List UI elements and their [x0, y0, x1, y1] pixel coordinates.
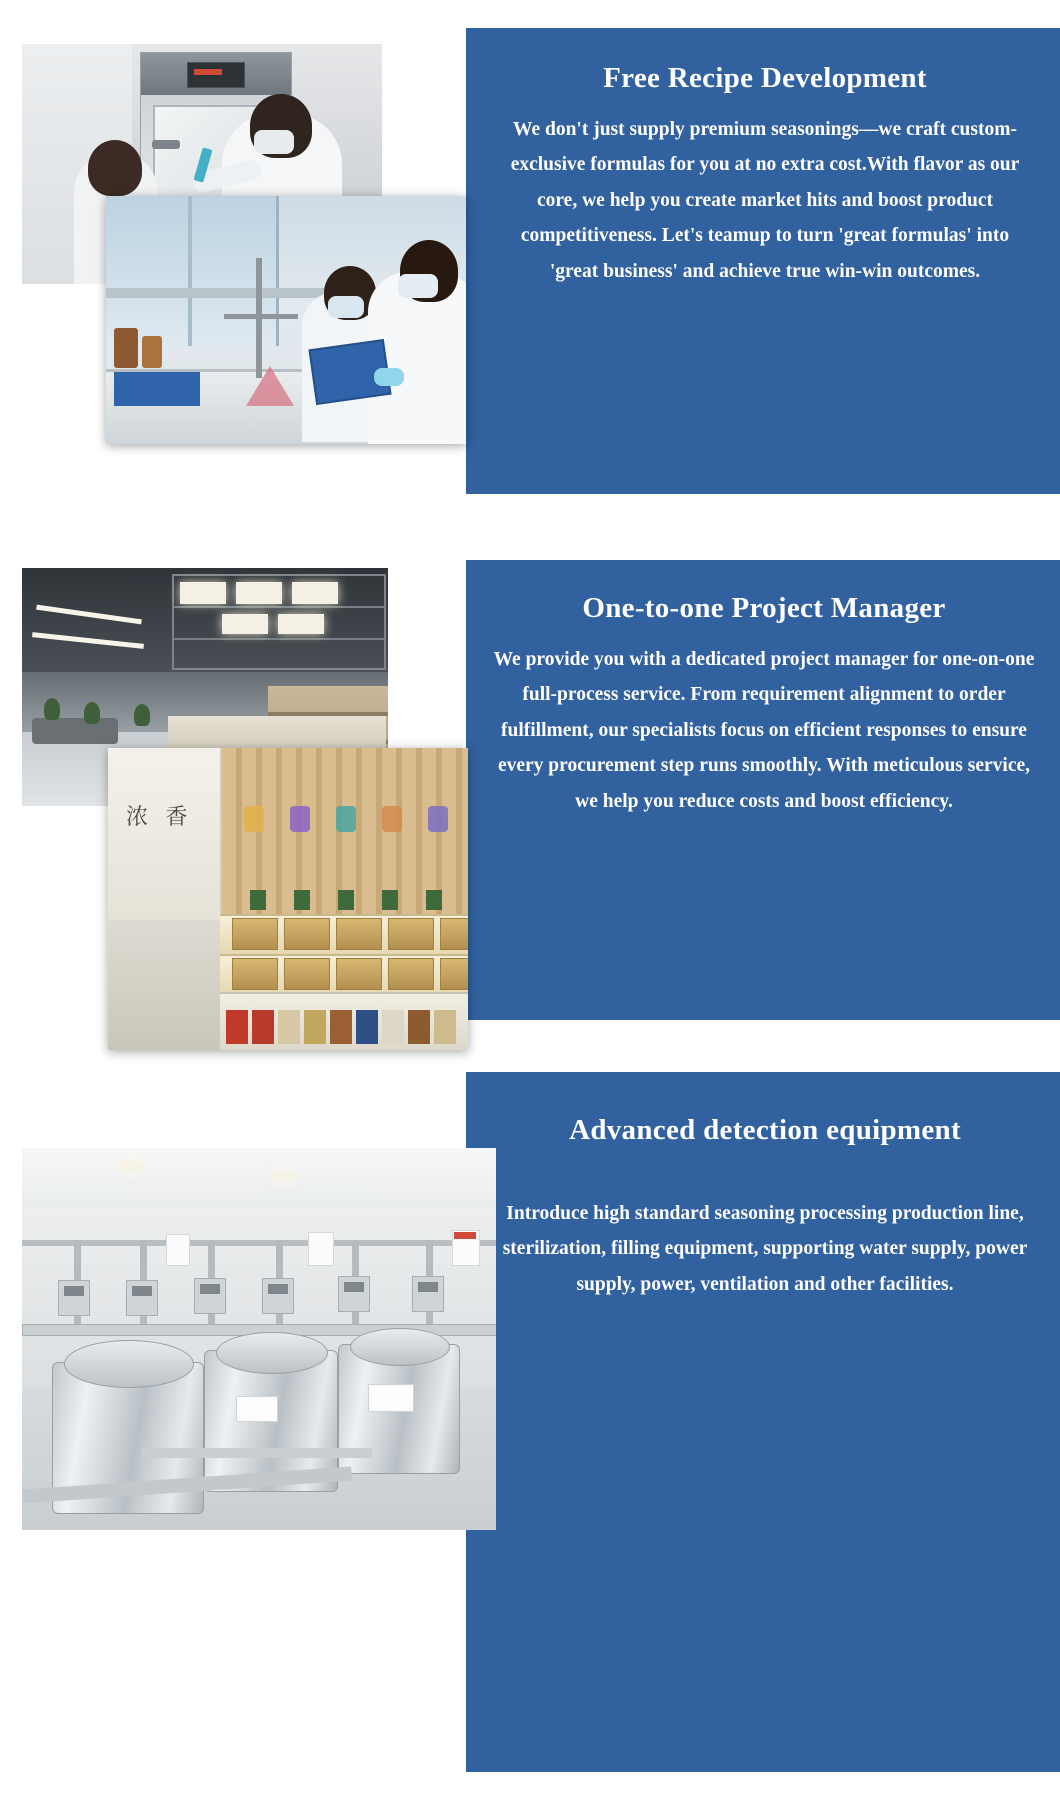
ceiling-light [180, 582, 226, 604]
window [106, 196, 279, 346]
section-3-body: Introduce high standard seasoning processing production line, sterilization, filling equipment, supporting water supply, power supply, power, ventilation and other facilities. [502, 1202, 1028, 1295]
lab-stand-arm [224, 314, 298, 319]
potted-plant [84, 702, 100, 724]
face-mask [328, 296, 364, 318]
display-wall-photo [108, 748, 468, 1050]
gift-box [440, 958, 468, 990]
glove [374, 368, 404, 386]
conical-flask [246, 366, 294, 406]
factory-tanks-photo [22, 1148, 496, 1530]
gift-box [388, 958, 434, 990]
gift-box [388, 918, 434, 950]
potted-plant [44, 698, 60, 720]
accent-lamp [428, 806, 448, 832]
control-box [338, 1276, 370, 1312]
control-box [194, 1278, 226, 1314]
product-pack [434, 1010, 456, 1044]
product-pack [330, 1010, 352, 1044]
tank-lid [216, 1332, 328, 1374]
section-1-title: Free Recipe Development [603, 62, 927, 94]
floor [108, 920, 220, 1050]
reagent-bottle [142, 336, 162, 368]
section-3-text-block [500, 1112, 1030, 1302]
tank-label [236, 1396, 278, 1422]
product-pack [278, 1010, 300, 1044]
face-mask [254, 130, 294, 154]
section-free-recipe-development [0, 0, 1060, 560]
wall-notice [166, 1234, 190, 1266]
tank-lid [64, 1340, 194, 1388]
notice-header [454, 1232, 476, 1239]
gift-box [336, 918, 382, 950]
plant-row [222, 890, 468, 910]
gift-box [232, 918, 278, 950]
product-pack [252, 1010, 274, 1044]
tank-label [368, 1384, 414, 1412]
gift-box [232, 958, 278, 990]
accent-lamp [382, 806, 402, 832]
accent-lamp [244, 806, 264, 832]
wall-notice [308, 1232, 334, 1266]
section-advanced-detection-equipment [0, 1060, 1060, 1815]
lab-women-photo [106, 196, 466, 444]
product-pack [382, 1010, 404, 1044]
ceiling-lamp [118, 1160, 144, 1172]
ceiling-light [236, 582, 282, 604]
technician-head-left [88, 140, 142, 196]
control-box [412, 1276, 444, 1312]
section-2-body: We provide you with a dedicated project manager for one-on-one full-process service. From requirement alignment to order fulfillment, our specialists focus on efficient responses to ensure every procurement step runs smoothly. With meticulous service, we help you reduce costs and boost efficiency. [493, 648, 1035, 812]
accent-lamp [336, 806, 356, 832]
gift-box [440, 918, 468, 950]
product-pack [304, 1010, 326, 1044]
ceiling-lamp [272, 1170, 298, 1182]
product-pack [408, 1010, 430, 1044]
section-2-title: One-to-one Project Manager [582, 592, 946, 624]
connector-pipe [142, 1448, 372, 1458]
machine-display [187, 62, 245, 88]
section-1-body: We don't just supply premium seasonings—we craft custom-exclusive formulas for you at no extra cost.With flavor as our core, we help you create market hits and boost product competitiveness. Let's teamup to turn 'great formulas' into 'great business' and achieve true win-win outcomes. [510, 118, 1020, 282]
gift-box [336, 958, 382, 990]
section-one-to-one-project-manager [0, 560, 1060, 1060]
ceiling-light [292, 582, 338, 604]
control-box [58, 1280, 90, 1316]
brand-chinese-text: 浓 香 [126, 804, 194, 829]
potted-plant [134, 704, 150, 726]
control-box [262, 1278, 294, 1314]
face-mask [398, 274, 438, 298]
ceiling-light [222, 614, 268, 634]
gift-box [284, 918, 330, 950]
control-box [126, 1280, 158, 1316]
brand-panel [108, 748, 222, 920]
overhead-pipe [22, 1240, 496, 1246]
machine-top [141, 53, 291, 95]
product-pack [226, 1010, 248, 1044]
ceiling-light [278, 614, 324, 634]
accent-lamp [290, 806, 310, 832]
gift-box [284, 958, 330, 990]
section-1-text-block [500, 60, 1030, 289]
machine-handle [152, 140, 180, 149]
tank-lid [350, 1328, 450, 1366]
reagent-bottle [114, 328, 138, 368]
section-2-text-block [486, 590, 1042, 819]
product-pack [356, 1010, 378, 1044]
section-3-title: Advanced detection equipment [569, 1114, 961, 1146]
lounge-sofa [32, 718, 118, 744]
blue-equipment-box [114, 372, 200, 406]
